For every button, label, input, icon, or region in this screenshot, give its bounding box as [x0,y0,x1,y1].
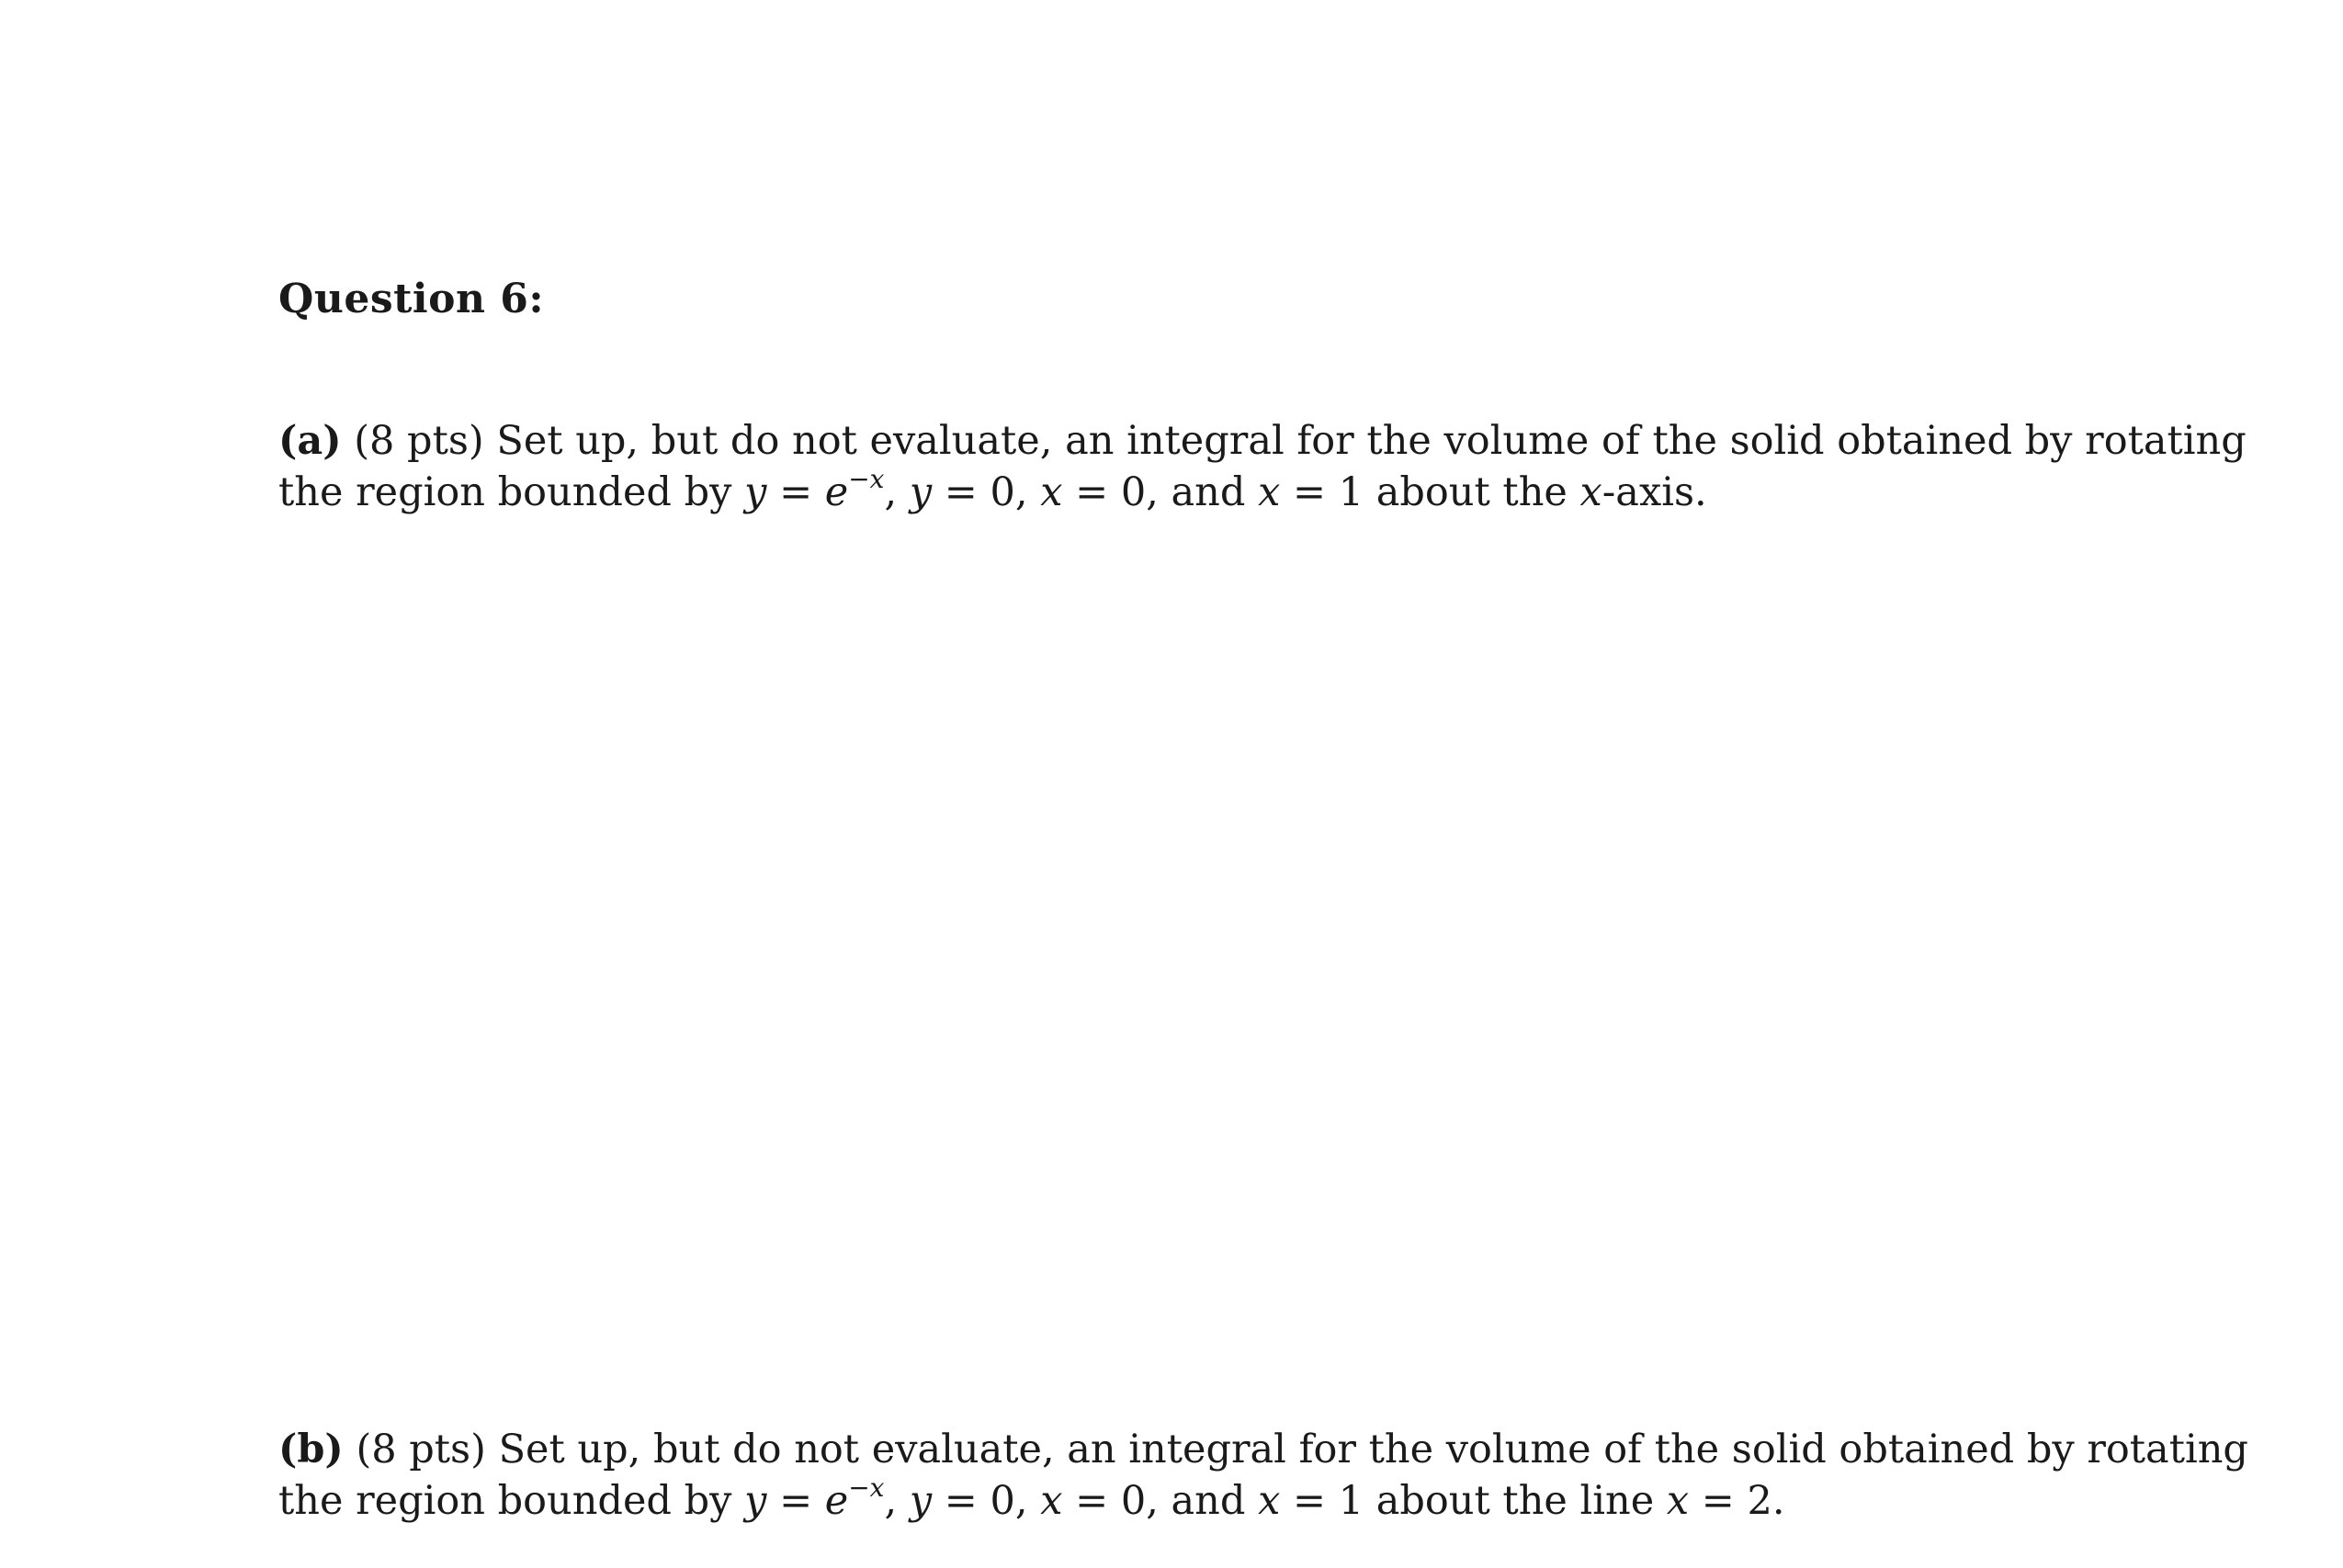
part-a-points: (8 pts) [354,418,484,464]
part-b-line-2 [278,1472,2098,1527]
part-a-var-x0: x [1040,469,1063,515]
part-a-tail-rest: -axis. [1602,469,1707,515]
part-a-var-y: y [744,469,767,515]
part-a-var-y0: y [909,469,933,515]
part-b-var-y: y [744,1478,767,1524]
part-b-tail-rest: = 2. [1701,1478,1785,1524]
part-a-label: (a) [278,418,342,464]
part-b-y0-rest: = 0, [944,1478,1028,1524]
part-a-equals: = [779,469,813,515]
part-b-var-x0: x [1040,1478,1063,1524]
part-b-var-y0: y [909,1478,933,1524]
part-a-var-x1: x [1258,469,1281,515]
part-b-line-1 [278,1424,2248,1475]
part-a-exponent: −x [848,463,885,494]
question-part-a [278,415,2247,518]
part-b-base-e: e [824,1478,849,1524]
part-a-tail-var: x [1579,469,1602,515]
part-a-y0-rest: = 0, [944,469,1028,515]
question-heading: Question 6: [278,276,545,322]
part-b-x1-rest: = 1 about the line [1293,1478,1655,1524]
part-b-points: (8 pts) [356,1427,486,1472]
part-b-equals: = [779,1478,813,1524]
part-a-line-2 [278,463,2098,518]
part-b-exponent: −x [848,1472,885,1503]
part-b-label: (b) [278,1427,344,1472]
question-part-b [278,1424,2248,1527]
part-b-tail-var: x [1666,1478,1690,1524]
part-a-x0-rest: = 0, and [1075,469,1246,515]
part-a-prompt: Set up, but do not evaluate, an integral for the volume of the solid obtained by rotating [496,418,2247,464]
part-a-comma: , [884,469,898,515]
part-a-x1-rest: = 1 about the [1293,469,1568,515]
part-b-comma: , [884,1478,898,1524]
part-a-line-1 [278,415,2247,467]
part-a-base-e: e [824,469,849,515]
part-b-prompt: Set up, but do not evaluate, an integral for the volume of the solid obtained by rotating [498,1427,2248,1472]
part-b-x0-rest: = 0, and [1075,1478,1246,1524]
part-b-var-x1: x [1258,1478,1281,1524]
part-b-region-text: the region bounded by [278,1478,732,1524]
part-a-region-text: the region bounded by [278,469,732,515]
